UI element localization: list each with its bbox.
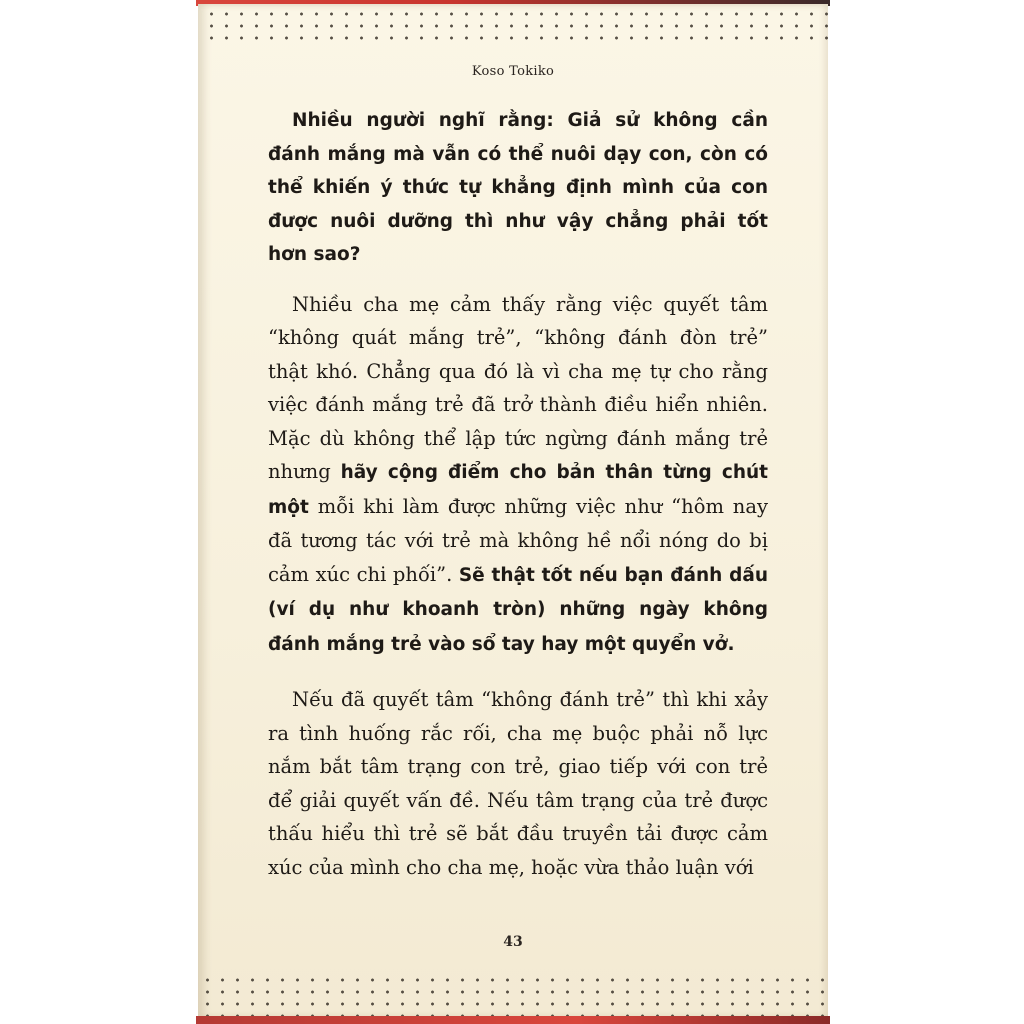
book-edge-bottom — [196, 1016, 830, 1024]
paragraph-advice-emphasis-1: hãy cộng điểm cho bản thân từng chút một — [268, 462, 768, 518]
dotted-border-top — [198, 4, 828, 46]
book-page — [198, 4, 828, 1018]
running-header: Koso Tokiko — [471, 64, 555, 79]
paragraph-communication: Nếu đã quyết tâm “không đánh trẻ” thì khi xảy ra tình huống rắc rối, cha mẹ buộc phải nỗ lực nắm bắt tâm trạng con trẻ, giao tiếp với con trẻ để giải quyết vấn đề. Nếu tâm trạng của trẻ được thấu hiểu thì trẻ sẽ bắt đầu truyền tải được cảm xúc của mình cho cha mẹ, hoặc vừa thảo luận với — [268, 688, 768, 879]
background-right — [828, 0, 1024, 1024]
page-number: 43 — [503, 934, 523, 950]
dotted-border-bottom — [198, 970, 828, 1020]
paragraph-advice-text-1: Nhiều cha mẹ cảm thấy rằng việc quyết tâm “không quát mắng trẻ”, “không đánh đòn trẻ” thật khó. Chẳng qua đó là vì cha mẹ tự cho rằng việc đánh mắng trẻ đã trở thành điều hiển nhiên. Mặc dù không thể lập tức ngừng đánh mắng trẻ nhưng — [268, 292, 768, 483]
background-left — [0, 0, 198, 1024]
page-body — [268, 104, 768, 884]
paragraph-advice-text-2: mỗi khi làm được những việc như “hôm nay đã tương tác với trẻ mà không hề nổi nóng do bị cảm xúc chi phối”. — [268, 494, 768, 586]
paragraph-advice-emphasis-2: Sẽ thật tốt nếu bạn đánh dấu (ví dụ như khoanh tròn) những ngày không đánh mắng trẻ vào sổ tay hay một quyển vở. — [268, 564, 768, 655]
paragraph-advice — [268, 288, 768, 662]
paragraph-intro: Nhiều người nghĩ rằng: Giả sử không cần đánh mắng mà vẫn có thể nuôi dạy con, còn có thể khiến ý thức tự khẳng định mình của con được nuôi dưỡng thì như vậy chẳng phải tốt hơn sao? — [268, 110, 768, 265]
